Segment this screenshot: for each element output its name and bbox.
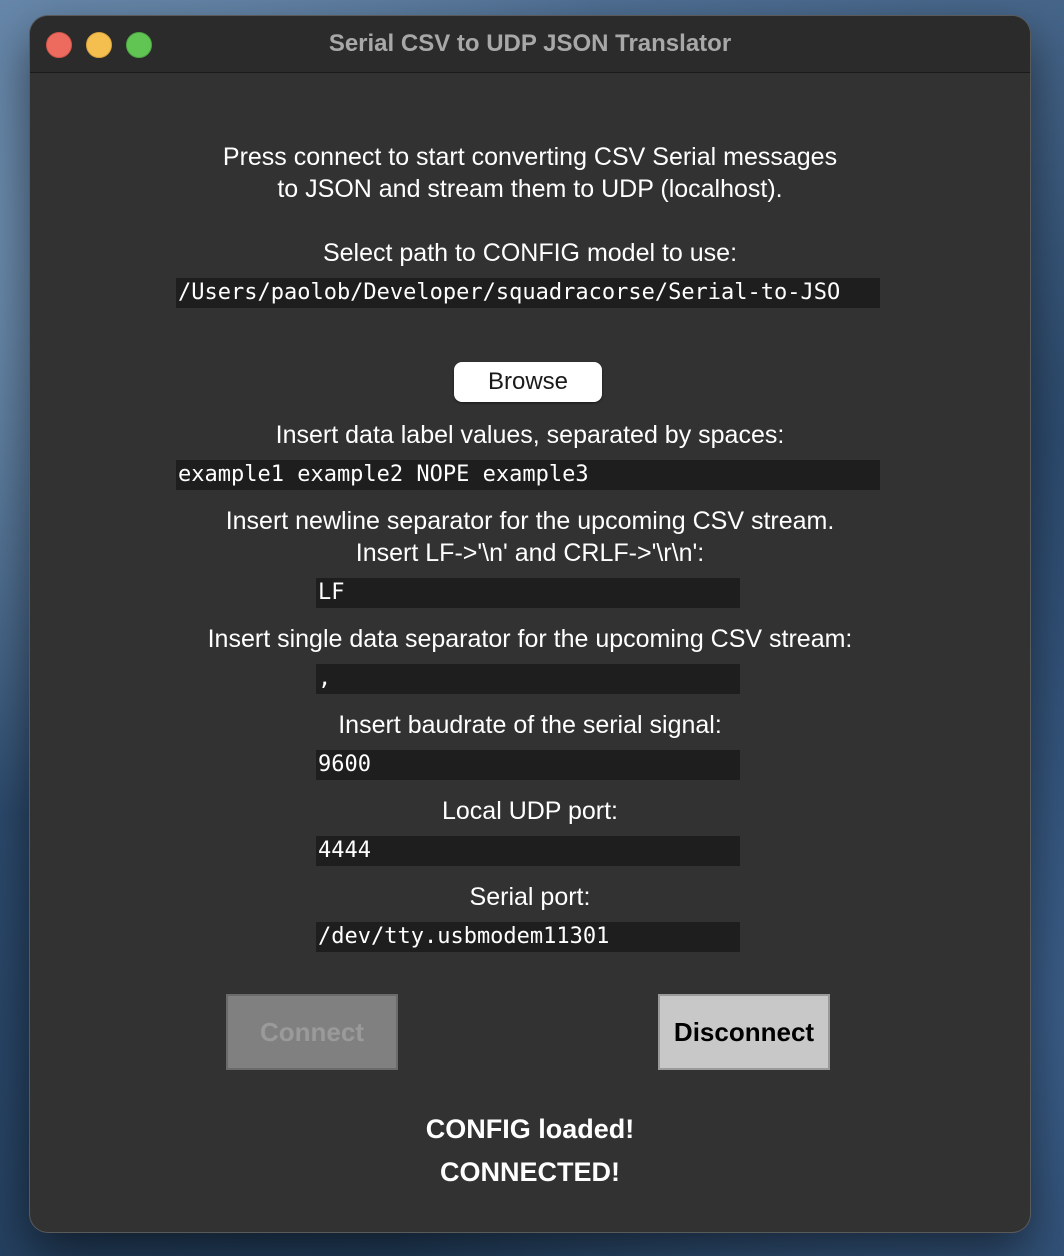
window-title: Serial CSV to UDP JSON Translator xyxy=(328,30,732,57)
data-labels-label: Insert data label values, separated by spaces: xyxy=(275,421,785,449)
disconnect-button[interactable]: Disconnect xyxy=(658,994,830,1070)
data-separator-label: Insert single data separator for the upcoming CSV stream: xyxy=(207,625,853,653)
intro-text-line-2: to JSON and stream them to UDP (localhost). xyxy=(277,175,783,203)
newline-separator-label-line-2: Insert LF->'\n' and CRLF->'\r\n': xyxy=(355,539,705,567)
newline-separator-label-line-1: Insert newline separator for the upcoming CSV stream. xyxy=(225,507,835,535)
browse-button[interactable]: Browse xyxy=(454,362,602,402)
newline-separator-field[interactable] xyxy=(316,578,740,608)
connection-status-message: CONNECTED! xyxy=(440,1157,620,1187)
intro-text-line-1: Press connect to start converting CSV Serial messages xyxy=(222,143,838,171)
udp-port-label: Local UDP port: xyxy=(441,797,618,825)
app-window xyxy=(30,16,1030,1232)
config-status-message: CONFIG loaded! xyxy=(425,1114,635,1144)
config-path-field[interactable] xyxy=(176,278,880,308)
config-path-label: Select path to CONFIG model to use: xyxy=(322,239,738,267)
udp-port-field[interactable] xyxy=(316,836,740,866)
data-labels-field[interactable] xyxy=(176,460,880,490)
baudrate-field[interactable] xyxy=(316,750,740,780)
main-panel xyxy=(30,73,1030,1232)
title-bar xyxy=(30,16,1030,73)
connect-button[interactable]: Connect xyxy=(226,994,398,1070)
serial-port-field[interactable] xyxy=(316,922,740,952)
baudrate-label: Insert baudrate of the serial signal: xyxy=(338,711,722,739)
data-separator-field[interactable] xyxy=(316,664,740,694)
serial-port-label: Serial port: xyxy=(469,883,591,911)
